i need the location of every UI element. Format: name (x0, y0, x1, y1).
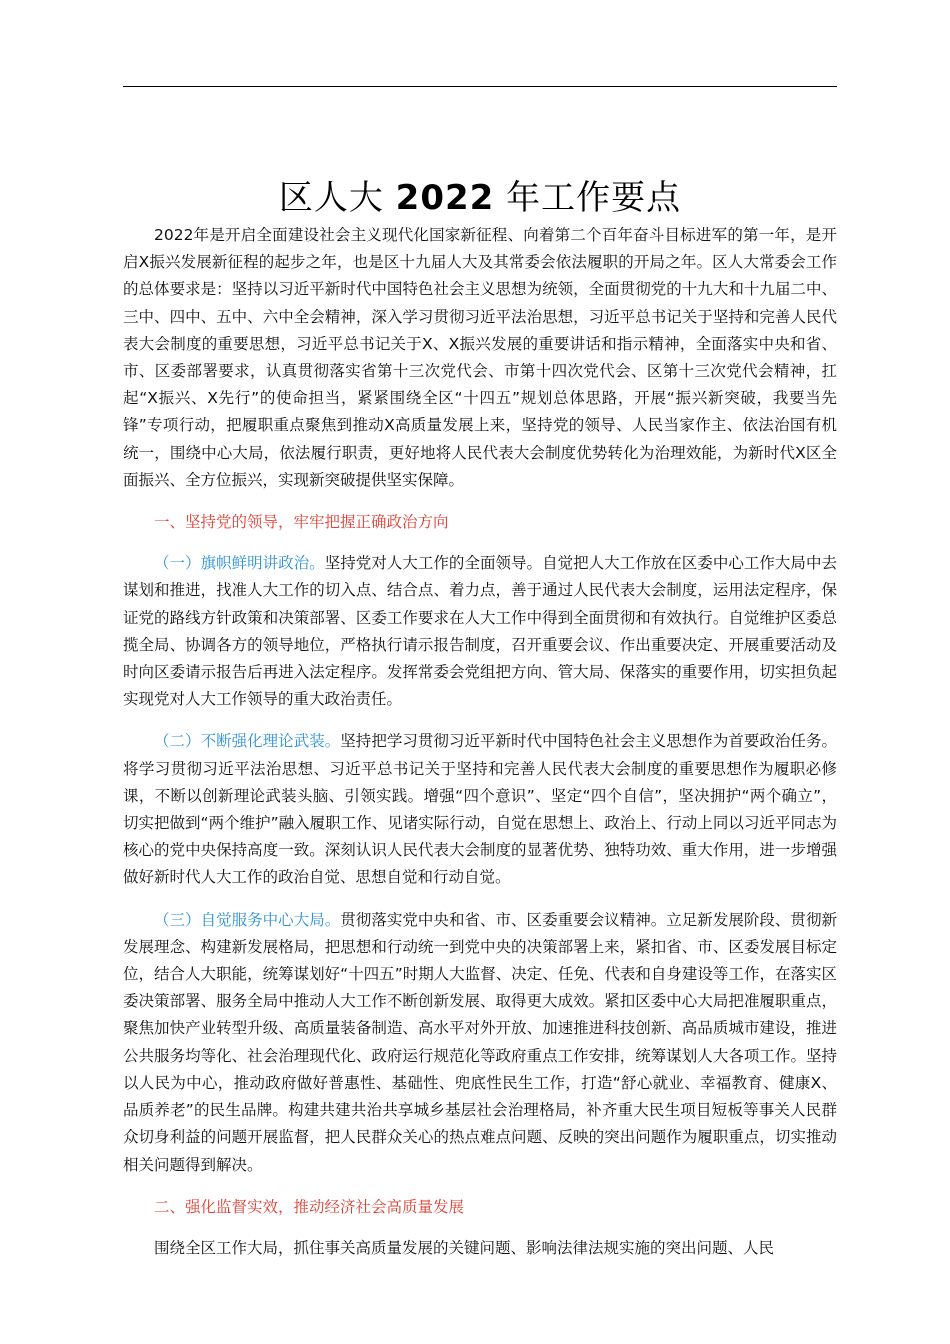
title-suffix: 年工作要点 (506, 177, 682, 218)
item-label-3: （三）自觉服务中心大局。 (154, 910, 341, 929)
section-heading-2: 二、强化监督实效，推动经济社会高质量发展 (154, 1197, 465, 1216)
section-2-paragraph: 围绕全区工作大局，抓住事关高质量发展的关键问题、影响法律法规实施的突出问题、人民 (154, 1238, 775, 1257)
item-text-1: 坚持党对人大工作的全面领导。自觉把人大工作放在区委中心工作大局中去谋划和推进，找准人大工作的切入点、结合点、着力点，善于通过人民代表大会制度，运用法定程序，保证党的路线方针政策和决策部署、区委工作要求在人大工作中得到全面贯彻和有效执行。自觉维护区委总揽全局、协调各方的领导地位，严格执行请示报告制度，召开重要会议、作出重要决定、开展重要活动及时向区委请示报告后再进入法定程序。发挥常委会党组把方向、管大局、保落实的重要作用，切实担负起实现党对人大工作领导的重大政治责任。 (123, 554, 837, 709)
item-paragraph-1 (123, 550, 837, 713)
title-year: 2022 (395, 177, 495, 218)
intro-paragraph: 2022年是开启全面建设社会主义现代化国家新征程、向着第二个百年奋斗目标进军的第一年，是开启X振兴发展新征程的起步之年，也是区十九届人大及其常委会依法履职的开局之年。区人大常委会工作的总体要求是：坚持以习近平新时代中国特色社会主义思想为统领，全面贯彻党的十九大和十九届二中、三中、四中、五中、六中全会精神，深入学习贯彻习近平法治思想，习近平总书记关于坚持和完善人民代表大会制度的重要思想，习近平总书记关于X、X振兴发展的重要讲话和指示精神，全面落实中央和省、市、区委部署要求，认真贯彻落实省第十三次党代会、市第十四次党代会、区第十三次党代会精神，扛起“X振兴、X先行”的使命担当，紧紧围绕全区“十四五”规划总体思路，开展“振兴新突破，我要当先锋”专项行动，把履职重点聚焦到推动X高质量发展上来，坚持党的领导、人民当家作主、依法治国有机统一，围绕中心大局，依法履行职责，更好地将人民代表大会制度优势转化为治理效能，为新时代X区全面振兴、全方位振兴，实现新突破提供坚实保障。 (123, 226, 837, 489)
item-text-3: 贯彻落实党中央和省、市、区委重要会议精神。立足新发展阶段、贯彻新发展理念、构建新发展格局，把思想和行动统一到党中央的决策部署上来，紧扣省、市、区委发展目标定位，结合人大职能，统筹谋划好“十四五”时期人大监督、决定、任免、代表和自身建设等工作，在落实区委决策部署、服务全局中推动人大工作不断创新发展、取得更大成效。紧扣区委中心大局把准履职重点，聚焦加快产业转型升级、高质量装备制造、高水平对外开放、加速推进科技创新、高品质城市建设，推进公共服务均等化、社会治理现代化、政府运行规范化等政府重点工作安排，统筹谋划人大各项工作。坚持以人民为中心，推动政府做好普惠性、基础性、兜底性民生工作，打造“舒心就业、幸福教育、健康X、品质养老”的民生品牌。构建共建共治共享城乡基层社会治理格局，补齐重大民生项目短板等事关人民群众切身利益的问题开展监督，把人民群众关心的热点难点问题、反映的突出问题作为履职重点，切实推动相关问题得到解决。 (123, 910, 837, 1174)
item-paragraph-2 (123, 728, 837, 891)
item-text-2: 坚持把学习贯彻习近平新时代中国特色社会主义思想作为首要政治任务。将学习贯彻习近平法治思想、习近平总书记关于坚持和完善人民代表大会制度的重要思想作为履职必修课，不断以创新理论武装头脑、引领实践。增强“四个意识”、坚定“四个自信”，坚决拥护“两个确立”，切实把做到“两个维护”融入履职工作、见诸实际行动，自觉在思想上、政治上、行动上同以习近平同志为核心的党中央保持高度一致。深刻认识人民代表大会制度的显著优势、独特功效、重大作用，进一步增强做好新时代人大工作的政治自觉、思想自觉和行动自觉。 (123, 732, 837, 887)
item-label-1: （一）旗帜鲜明讲政治。 (154, 554, 325, 573)
header-rule (123, 86, 837, 87)
item-label-2: （二）不断强化理论武装。 (154, 732, 341, 751)
document-body (123, 222, 837, 1277)
title-prefix: 区人大 (278, 177, 384, 218)
document-title (123, 171, 837, 225)
item-paragraph-3 (123, 907, 837, 1179)
section-heading-1: 一、坚持党的领导，牢牢把握正确政治方向 (154, 513, 449, 532)
